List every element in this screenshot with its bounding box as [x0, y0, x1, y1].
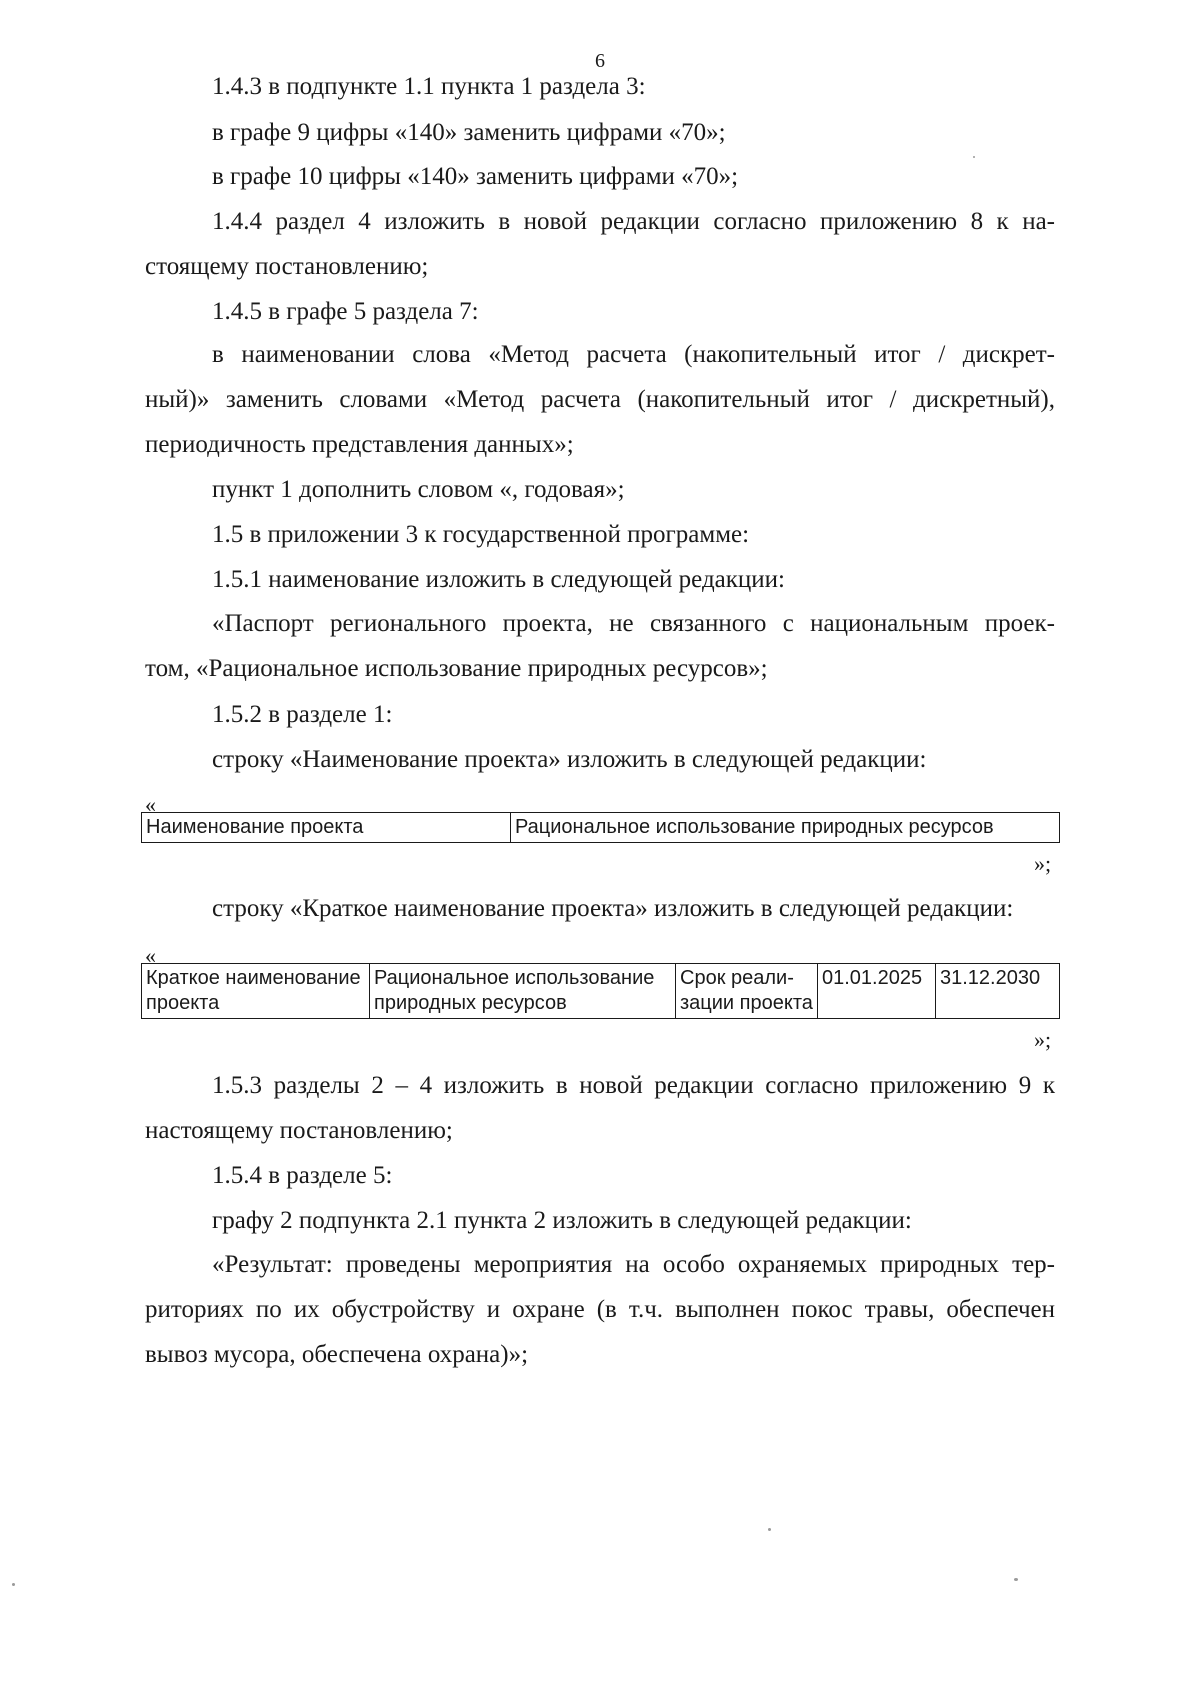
table-1-close-quote: »; — [1034, 851, 1052, 876]
table-row — [142, 964, 1060, 1019]
paragraph-1-4-4-line-1: 1.4.4 раздел 4 изложить в новой редакции согласно приложению 8 к на- — [212, 208, 1055, 235]
paragraph-1-4-3: 1.4.3 в подпункте 1.1 пункта 1 раздела 3: — [212, 73, 646, 100]
short-name-label-cell — [142, 964, 370, 1019]
table-2-open-quote: « — [145, 943, 156, 968]
paragraph-result-line-3: вывоз мусора, обеспечена охрана)»; — [145, 1341, 529, 1368]
paragraph-1-4-4-line-2: стоящему постановлению; — [145, 253, 429, 280]
short-name-label-line-1: Краткое наименование — [146, 967, 361, 989]
paragraph-1-5-3-line-2: настоящему постановлению; — [145, 1117, 453, 1144]
paragraph-column-2: графу 2 подпункта 2.1 пункта 2 изложить в следующей редакции: — [212, 1207, 912, 1234]
scan-speck — [973, 156, 975, 158]
project-short-name-table — [141, 963, 1060, 1019]
project-term-label-line-2: зации проекта — [680, 992, 813, 1014]
paragraph-1-5-3-line-1: 1.5.3 разделы 2 – 4 изложить в новой редакции согласно приложению 9 к — [212, 1072, 1055, 1099]
short-name-value-cell — [370, 964, 676, 1019]
table-1-open-quote: « — [145, 792, 156, 817]
project-start-date-cell: 01.01.2025 — [818, 964, 936, 1019]
table-2-close-quote: »; — [1034, 1027, 1052, 1052]
paragraph-graph-10: в графе 10 цифры «140» заменить цифрами «70»; — [212, 163, 739, 190]
paragraph-result-line-2: риториях по их обустройству и охране (в т.ч. выполнен покос травы, обеспечен — [145, 1296, 1055, 1323]
short-name-label-line-2: проекта — [146, 992, 220, 1014]
scan-speck — [768, 1528, 771, 1531]
paragraph-passport-line-1: «Паспорт регионального проекта, не связанного с национальным проек- — [212, 610, 1055, 637]
paragraph-row-short-name: строку «Краткое наименование проекта» изложить в следующей редакции: — [212, 895, 1014, 922]
paragraph-item-1: пункт 1 дополнить словом «, годовая»; — [212, 476, 625, 503]
paragraph-1-5: 1.5 в приложении 3 к государственной программе: — [212, 521, 750, 548]
paragraph-naming-line-2: ный)» заменить словами «Метод расчета (накопительный итог / дискретный), — [145, 386, 1055, 413]
paragraph-naming-line-3: периодичность представления данных»; — [145, 431, 574, 458]
paragraph-row-name: строку «Наименование проекта» изложить в следующей редакции: — [212, 746, 927, 773]
scan-speck — [12, 1583, 15, 1586]
project-term-label-line-1: Срок реали- — [680, 967, 794, 989]
table-row — [142, 813, 1060, 843]
project-name-table — [141, 812, 1060, 843]
paragraph-naming-line-1: в наименовании слова «Метод расчета (накопительный итог / дискрет- — [212, 341, 1055, 368]
paragraph-1-5-2: 1.5.2 в разделе 1: — [212, 701, 393, 728]
paragraph-passport-line-2: том, «Рациональное использование природных ресурсов»; — [145, 655, 768, 682]
project-name-label-cell: Наименование проекта — [142, 813, 511, 843]
page-number: 6 — [595, 50, 605, 72]
short-name-value-line-2: природных ресурсов — [374, 992, 567, 1014]
paragraph-1-4-5: 1.4.5 в графе 5 раздела 7: — [212, 298, 479, 325]
short-name-value-line-1: Рациональное использование — [374, 967, 655, 989]
scan-speck — [1014, 1578, 1018, 1581]
project-name-value-cell: Рациональное использование природных ресурсов — [511, 813, 1060, 843]
paragraph-1-5-4: 1.5.4 в разделе 5: — [212, 1162, 393, 1189]
paragraph-graph-9: в графе 9 цифры «140» заменить цифрами «70»; — [212, 119, 726, 146]
paragraph-1-5-1: 1.5.1 наименование изложить в следующей редакции: — [212, 566, 785, 593]
project-end-date-cell: 31.12.2030 — [936, 964, 1060, 1019]
project-term-label-cell — [676, 964, 818, 1019]
paragraph-result-line-1: «Результат: проведены мероприятия на особо охраняемых природных тер- — [212, 1251, 1055, 1278]
